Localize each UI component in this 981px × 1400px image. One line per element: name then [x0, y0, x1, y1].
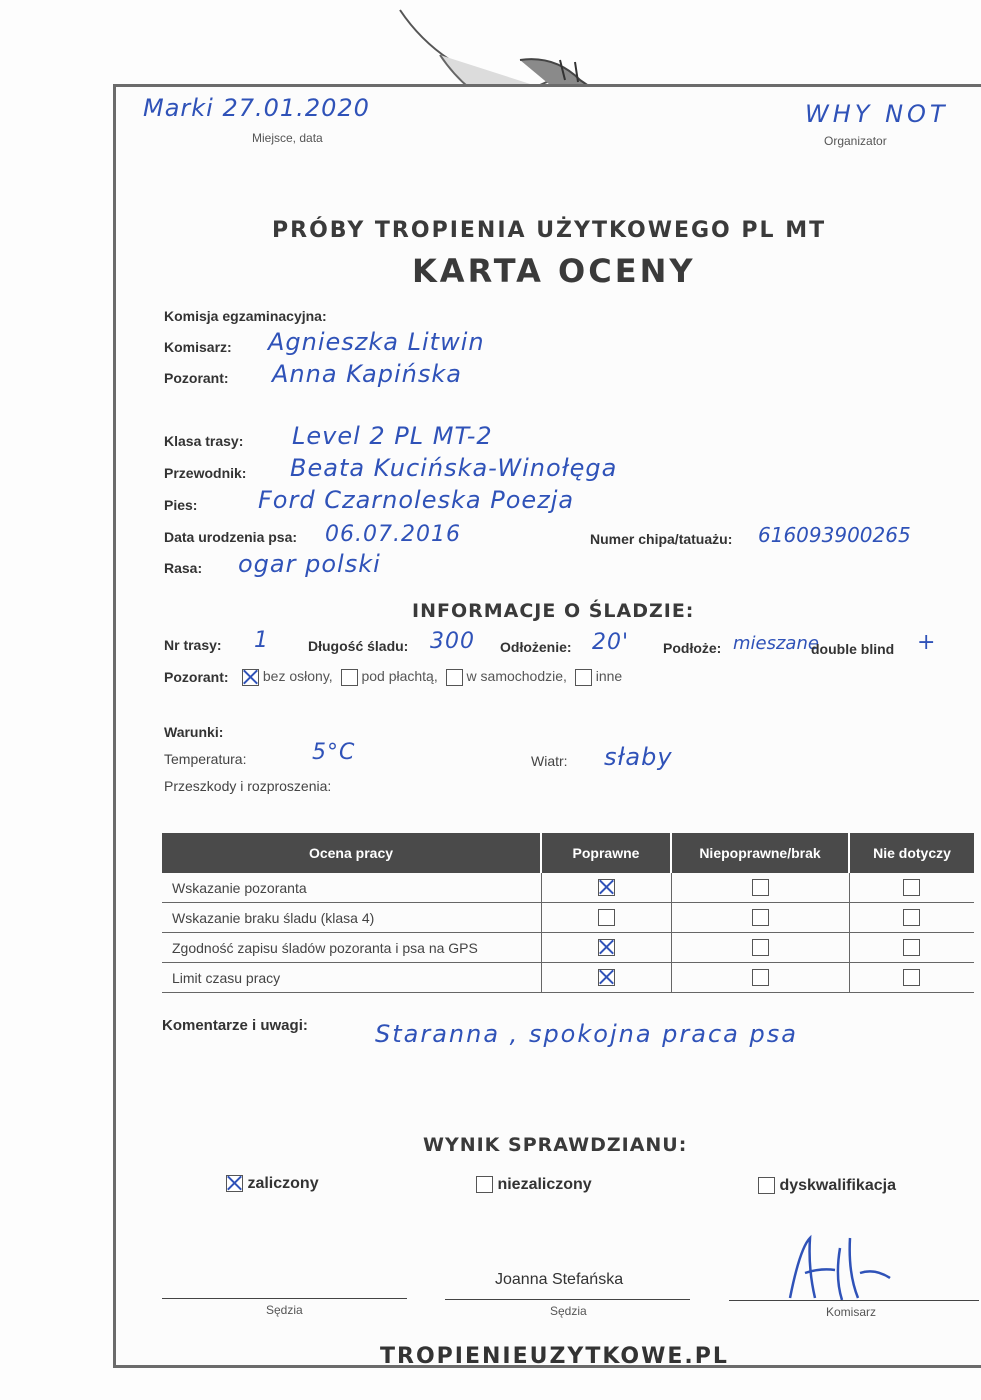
birth-label: Data urodzenia psa:	[164, 529, 298, 545]
ground-label: Podłoże:	[663, 640, 722, 656]
track-length-value: 300	[430, 629, 475, 654]
track-delay-label: Odłożenie:	[500, 639, 572, 655]
chip-label: Numer chipa/tatuażu:	[590, 531, 733, 547]
checkbox[interactable]	[903, 879, 920, 896]
result-checkbox[interactable]	[758, 1177, 775, 1194]
rasa-label: Rasa:	[164, 560, 203, 576]
result-heading: WYNIK SPRAWDZIANU:	[423, 1134, 688, 1156]
checkbox[interactable]	[598, 969, 615, 986]
ground-value: mieszane	[733, 633, 819, 654]
checkbox[interactable]	[752, 939, 769, 956]
judge1-signature-line	[162, 1298, 407, 1299]
form-title: PRÓBY TROPIENIA UŻYTKOWEGO PL MT	[272, 218, 827, 243]
judge1-label: Sędzia	[266, 1303, 303, 1317]
place-date-value: Marki 27.01.2020	[143, 94, 370, 122]
option-checkbox[interactable]	[575, 669, 592, 686]
checkbox[interactable]	[598, 909, 615, 926]
col-header: Ocena pracy	[162, 833, 541, 873]
commissioner-label: Komisarz	[826, 1305, 877, 1319]
track-delay-value: 20'	[592, 630, 630, 655]
track-nr-label: Nr trasy:	[164, 637, 222, 653]
commissioner-signature-line	[729, 1300, 979, 1301]
result-label: dyskwalifikacja	[779, 1177, 896, 1194]
track-info-heading: INFORMACJE O ŚLADZIE:	[412, 600, 695, 622]
organizer-label: Organizator	[824, 134, 887, 148]
chip-value: 616093900265	[758, 523, 911, 547]
comments-text: Staranna , spokojna praca psa	[375, 1020, 798, 1048]
rasa-value: ogar polski	[238, 550, 381, 578]
table-row	[162, 873, 974, 903]
result-option-dq	[758, 1177, 896, 1195]
birth-value: 06.07.2016	[325, 522, 461, 547]
track-nr-value: 1	[254, 628, 269, 653]
row-label: Wskazanie braku śladu (klasa 4)	[162, 903, 541, 933]
double-blind-value: +	[917, 630, 937, 655]
table-row	[162, 963, 974, 993]
judge2-label: Sędzia	[550, 1304, 587, 1318]
table-row	[162, 933, 974, 963]
temp-label: Temperatura:	[164, 751, 247, 767]
komisarz-label: Komisarz:	[164, 339, 232, 355]
pies-value: Ford Czarnoleska Poezja	[258, 486, 575, 514]
pozorant-options	[242, 668, 622, 686]
table-row	[162, 903, 974, 933]
checkbox[interactable]	[752, 969, 769, 986]
klasa-label: Klasa trasy:	[164, 433, 244, 449]
pies-label: Pies:	[164, 497, 198, 513]
wind-label: Wiatr:	[531, 753, 568, 769]
checkbox[interactable]	[903, 939, 920, 956]
result-checkbox[interactable]	[476, 1176, 493, 1193]
komisarz-value: Agnieszka Litwin	[268, 328, 485, 356]
option-label: pod płachtą,	[361, 668, 438, 684]
option-label: bez osłony,	[262, 668, 333, 684]
klasa-value: Level 2 PL MT-2	[292, 422, 493, 450]
judge2-name: Joanna Stefańska	[495, 1271, 624, 1288]
option-checkbox[interactable]	[242, 669, 259, 686]
footer-url: TROPIENIEUZYTKOWE.PL	[380, 1344, 729, 1369]
pozorant-value: Anna Kapińska	[272, 360, 462, 388]
wind-value: słaby	[604, 743, 673, 771]
checkbox[interactable]	[598, 879, 615, 896]
przewodnik-label: Przewodnik:	[164, 465, 247, 481]
evaluation-table	[162, 833, 974, 993]
option-label: w samochodzie,	[466, 668, 567, 684]
row-label: Zgodność zapisu śladów pozoranta i psa na GPS	[162, 933, 541, 963]
result-checkbox[interactable]	[226, 1175, 243, 1192]
col-header: Niepoprawne/brak	[671, 833, 849, 873]
double-blind-label: double blind	[811, 641, 895, 657]
checkbox[interactable]	[903, 969, 920, 986]
comments-label: Komentarze i uwagi:	[162, 1017, 308, 1034]
organizer-value: WHY NOT	[805, 100, 949, 128]
checkbox[interactable]	[598, 939, 615, 956]
option-label: inne	[595, 668, 623, 684]
place-date-label: Miejsce, data	[252, 131, 323, 145]
checkbox[interactable]	[903, 909, 920, 926]
checkbox[interactable]	[752, 909, 769, 926]
conditions-heading: Warunki:	[164, 724, 224, 740]
judge2-signature-line	[445, 1299, 690, 1300]
commission-heading: Komisja egzaminacyjna:	[164, 308, 327, 324]
pozorant-label: Pozorant:	[164, 370, 229, 386]
row-label: Wskazanie pozoranta	[162, 873, 541, 903]
result-label: zaliczony	[247, 1175, 319, 1192]
option-checkbox[interactable]	[341, 669, 358, 686]
przewodnik-value: Beata Kucińska-Winołęga	[290, 454, 618, 482]
obstacles-label: Przeszkody i rozproszenia:	[164, 778, 332, 794]
result-option-fail	[476, 1176, 592, 1194]
pozorant-type-label: Pozorant:	[164, 669, 229, 685]
col-header: Nie dotyczy	[849, 833, 974, 873]
temp-value: 5°C	[312, 740, 356, 765]
result-option-pass	[226, 1175, 319, 1193]
col-header: Poprawne	[541, 833, 671, 873]
checkbox[interactable]	[752, 879, 769, 896]
form-subtitle: KARTA OCENY	[412, 252, 696, 290]
result-label: niezaliczony	[497, 1176, 592, 1193]
option-checkbox[interactable]	[446, 669, 463, 686]
track-length-label: Długość śladu:	[308, 638, 409, 654]
row-label: Limit czasu pracy	[162, 963, 541, 993]
